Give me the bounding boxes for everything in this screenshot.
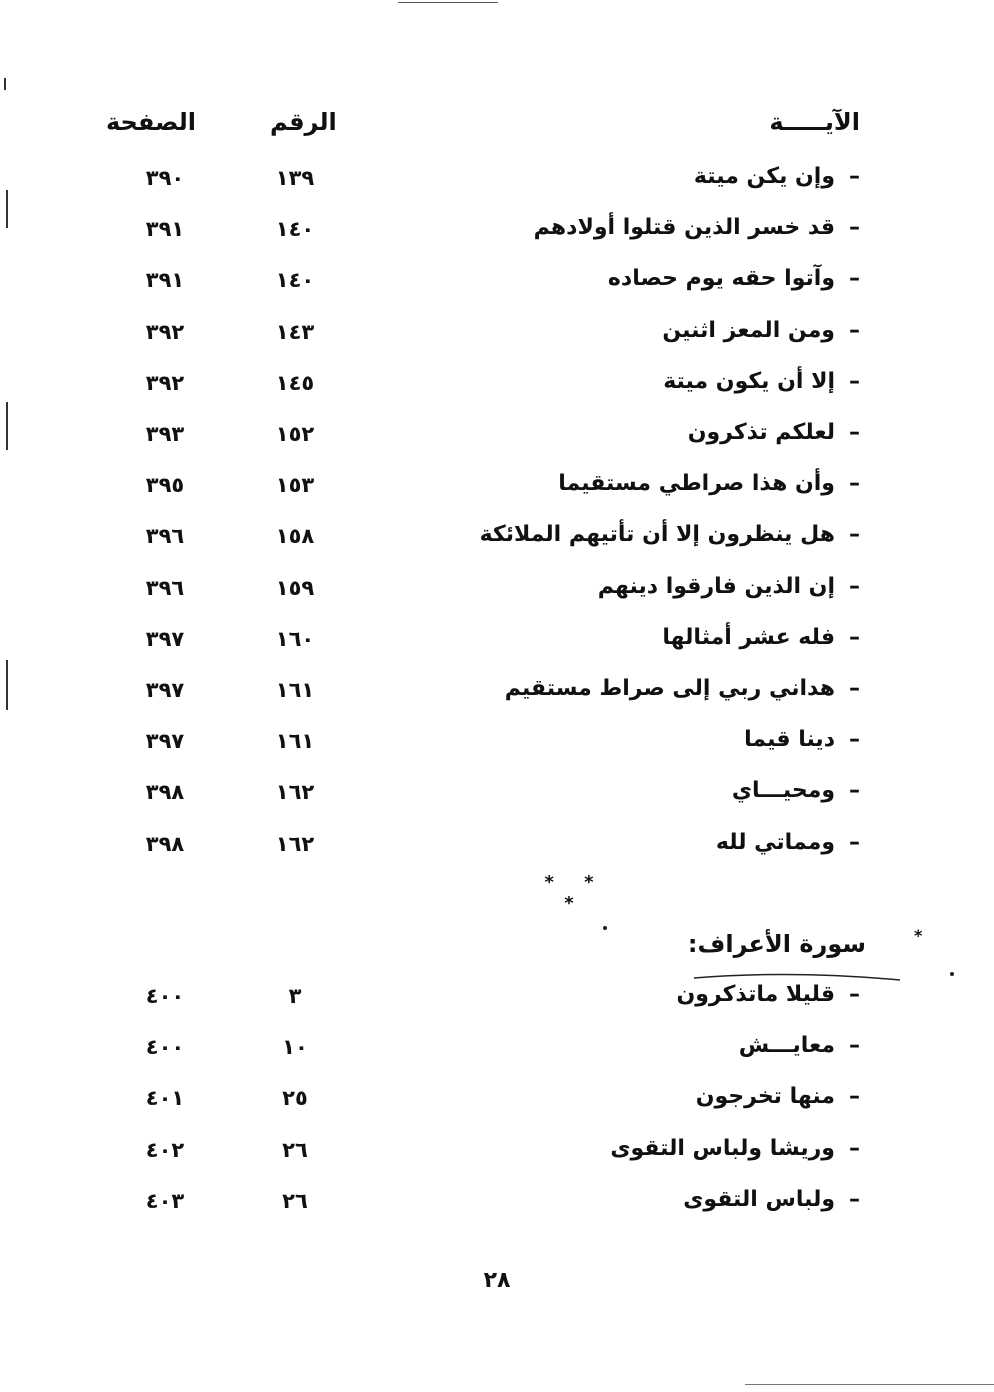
verse-text: [610, 1136, 860, 1161]
verse-number: ٢٦: [282, 1137, 308, 1162]
verse-text: [683, 1187, 860, 1212]
page-reference: ٣٩٢: [145, 319, 185, 344]
table-row: [0, 318, 994, 358]
page-reference: ٤٠٠: [145, 984, 185, 1008]
verse-number: ١٣٩: [275, 166, 315, 190]
table-row: [0, 420, 994, 460]
verse-number: ٣: [288, 984, 302, 1008]
list-dash: –: [849, 1135, 860, 1161]
verse-text: [696, 1084, 860, 1109]
list-dash: –: [849, 624, 860, 650]
table-row: [0, 1033, 994, 1073]
page-reference: ٣٩٠: [145, 166, 185, 190]
table-row: [0, 164, 994, 204]
top-rule: [398, 2, 498, 3]
verse-text: [716, 830, 860, 855]
verse-label: وإن يكن ميتة: [693, 164, 835, 189]
verse-label: دينا قيما: [744, 727, 835, 753]
verse-text: [739, 1033, 860, 1058]
verse-text: [662, 318, 860, 343]
verse-label: معايـــش: [738, 1033, 835, 1059]
verse-number: ٢٥: [282, 1086, 308, 1111]
verse-text: [676, 982, 860, 1007]
list-dash: –: [849, 573, 860, 599]
table-row: [0, 982, 994, 1022]
verse-label: ومن المعز اثنين: [662, 317, 835, 343]
verse-text: [534, 215, 860, 240]
page-reference: ٣٩٦: [145, 575, 185, 600]
verse-number: ١٤٠: [275, 268, 315, 293]
verse-text: [732, 778, 860, 803]
verse-label: فله عشر أمثالها: [662, 624, 835, 650]
table-row: [0, 266, 994, 306]
table-row: [0, 1187, 994, 1227]
verse-label: هل ينظرون إلا أن تأتيهم الملائكة: [479, 522, 835, 548]
verse-text: [505, 676, 860, 701]
verse-number: ١٦١: [275, 729, 315, 754]
verse-text: [744, 727, 860, 752]
table-row: [0, 625, 994, 665]
margin-mark: [4, 78, 6, 90]
page-reference: ٣٩٨: [145, 780, 185, 805]
table-row: [0, 676, 994, 716]
table-row: [0, 830, 994, 870]
list-dash: –: [849, 727, 860, 753]
verse-number: ١٥٨: [275, 524, 315, 549]
list-dash: –: [849, 522, 860, 548]
verse-text: [694, 164, 860, 189]
column-header-verse: الآيـــــة: [769, 108, 860, 136]
verse-label: قد خسر الذين قتلوا أولادهم: [533, 215, 835, 241]
page-reference: ٣٩٧: [145, 626, 185, 651]
verse-number: ١٥٢: [275, 422, 315, 446]
verse-label: ومماتي لله: [715, 829, 835, 855]
verse-label: وأن هذا صراطي مستقيما: [558, 471, 835, 497]
verse-label: ولباس التقوى: [683, 1186, 835, 1212]
page-number: ٢٨: [483, 1268, 511, 1293]
verse-text: [662, 625, 860, 650]
page-reference: ٣٩١: [145, 217, 185, 242]
page-reference: ٣٩٨: [145, 831, 185, 856]
verse-label: وريشا ولباس التقوى: [610, 1135, 835, 1161]
verse-label: قليلا ماتذكرون: [676, 982, 835, 1007]
list-dash: –: [849, 420, 860, 445]
page-reference: ٤٠٢: [145, 1137, 185, 1162]
page-reference: ٣٩٧: [145, 678, 185, 702]
table-row: [0, 369, 994, 409]
verse-number: ١٤٠: [275, 217, 315, 242]
margin-mark: [6, 660, 8, 710]
surah-heading: سورة الأعراف:: [687, 930, 866, 958]
verse-number: ١٥٩: [275, 575, 315, 600]
section-separator: * * *: [544, 872, 606, 914]
list-dash: –: [849, 1084, 860, 1110]
list-dash: –: [849, 778, 860, 804]
page-reference: ٣٩١: [145, 268, 185, 293]
verse-number: ١٦١: [275, 678, 315, 702]
ink-speck: [950, 972, 954, 976]
verse-label: إلا أن يكون ميتة: [663, 368, 835, 394]
verse-number: ١٠: [282, 1035, 308, 1060]
table-row: [0, 727, 994, 767]
column-header-number: الرقم: [270, 108, 337, 136]
table-row: [0, 1136, 994, 1176]
verse-number: ١٤٣: [275, 319, 315, 344]
verse-text: [598, 574, 860, 599]
list-dash: –: [849, 317, 860, 343]
list-dash: –: [849, 266, 860, 292]
page-reference: ٤٠١: [145, 1086, 185, 1111]
verse-text: [480, 522, 860, 547]
verse-text: [663, 369, 860, 394]
bottom-rule: [745, 1384, 994, 1385]
ink-speck: [603, 926, 607, 930]
table-row: [0, 522, 994, 562]
margin-mark: [6, 402, 8, 450]
list-dash: –: [849, 368, 860, 394]
list-dash: –: [849, 676, 860, 701]
table-row: [0, 1084, 994, 1124]
verse-label: وآتوا حقه يوم حصاده: [607, 266, 835, 292]
verse-label: ومحيـــاي: [731, 778, 835, 804]
verse-number: ١٤٥: [275, 370, 315, 395]
page-reference: ٣٩٢: [145, 370, 185, 395]
column-header-page: الصفحة: [106, 108, 197, 136]
table-row: [0, 215, 994, 255]
verse-label: لعلكم تذكرون: [687, 420, 835, 445]
table-row: [0, 471, 994, 511]
verse-text: [688, 420, 860, 445]
verse-number: ١٦٢: [275, 780, 315, 805]
table-row: [0, 574, 994, 614]
verse-label: هداني ربي إلى صراط مستقيم: [504, 676, 835, 701]
verse-number: ١٦٢: [275, 831, 315, 856]
table-row: [0, 778, 994, 818]
list-dash: –: [849, 1033, 860, 1059]
page-reference: ٣٩٦: [145, 524, 185, 549]
verse-text: [608, 266, 860, 291]
page-reference: ٤٠٣: [145, 1188, 185, 1213]
page-reference: ٣٩٥: [145, 473, 185, 498]
verse-label: إن الذين فارقوا دينهم: [597, 573, 835, 599]
margin-mark: [6, 190, 8, 228]
list-dash: –: [849, 164, 860, 189]
list-dash: –: [849, 982, 860, 1007]
verse-number: ٢٦: [282, 1188, 308, 1213]
list-dash: –: [849, 829, 860, 855]
page-reference: ٣٩٣: [145, 422, 185, 446]
list-dash: –: [849, 471, 860, 497]
list-dash: –: [849, 215, 860, 241]
verse-number: ١٦٠: [275, 626, 315, 651]
verse-number: ١٥٣: [275, 473, 315, 498]
page-reference: ٤٠٠: [145, 1035, 185, 1060]
verse-text: [558, 471, 860, 496]
list-dash: –: [849, 1186, 860, 1212]
page-reference: ٣٩٧: [145, 729, 185, 754]
verse-label: منها تخرجون: [695, 1084, 835, 1110]
footnote-star: *: [914, 926, 923, 945]
